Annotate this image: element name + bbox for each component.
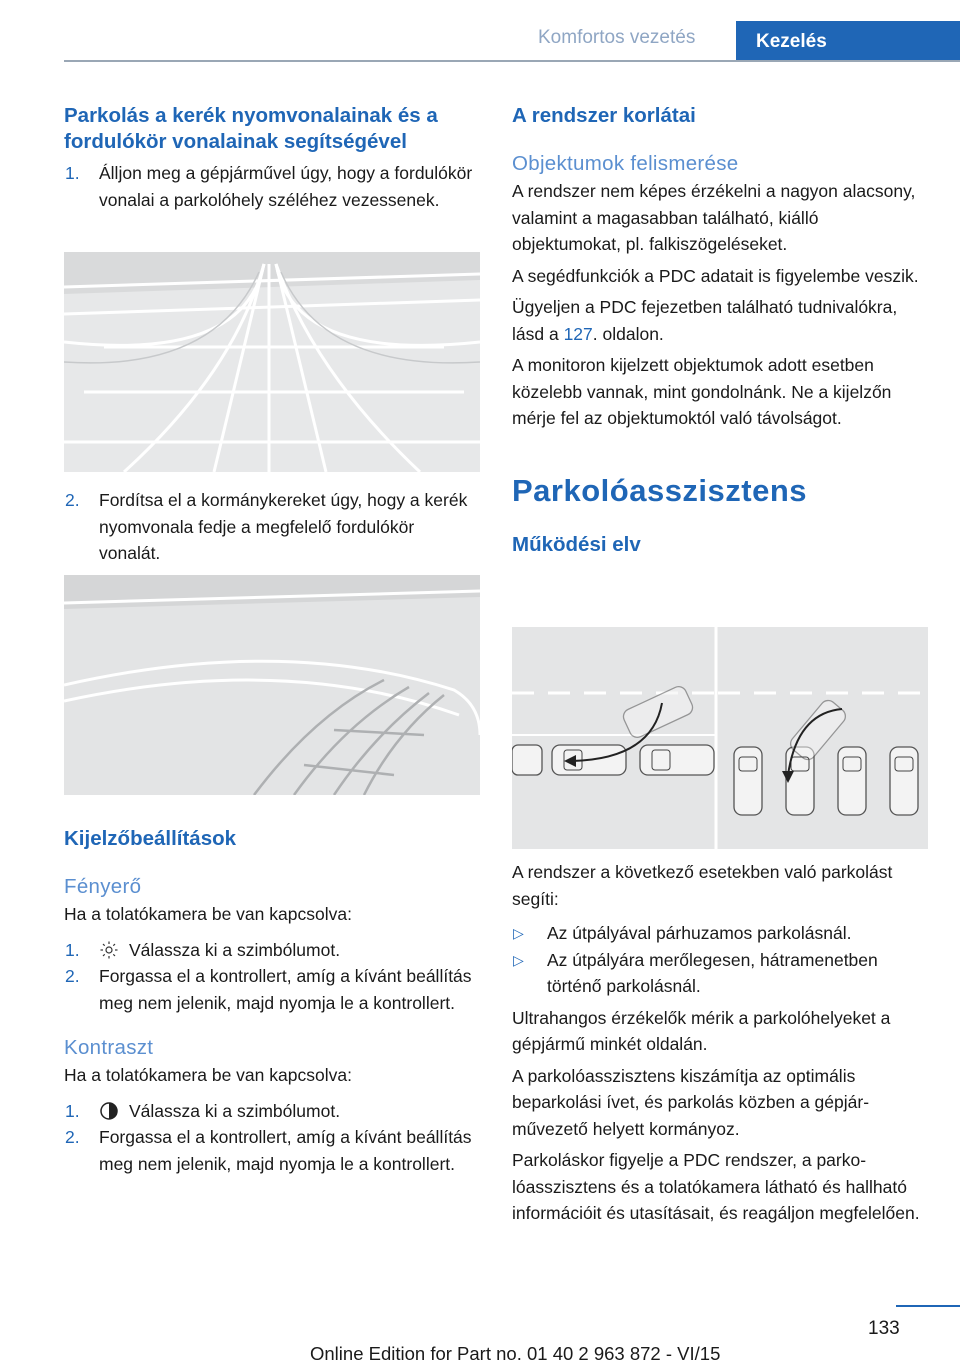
bullet-icon: ▷ <box>513 925 524 941</box>
left-column <box>64 103 480 213</box>
step-text: Forgassa el a kontrollert, amíg a kívánt beállítás meg nem jelenik, majd nyomja le a kontrollert. <box>99 1127 472 1174</box>
step-number: 2. <box>65 490 80 510</box>
list-item <box>64 963 480 1016</box>
contrast-intro: Ha a tolatókamera be van kapcsolva: <box>64 1065 352 1085</box>
step-number: 1. <box>65 163 80 183</box>
paragraph: Parkoláskor figyelje a PDC rendszer, a parkolóasszisztens és a tolatókamera látható és hallható információit és utasításait, és reagáljon megfelelően. <box>512 1150 920 1223</box>
step-number: 1. <box>65 939 80 960</box>
paragraph-text: . oldalon. <box>592 323 664 344</box>
subheading-contrast: Kontraszt <box>64 1036 154 1059</box>
header-section-title: Komfortos vezetés <box>538 27 696 48</box>
page-number: 133 <box>868 1318 900 1339</box>
step-text: Válassza ki a szimbólumot. <box>129 1100 341 1121</box>
bullet-icon: ▷ <box>513 951 524 968</box>
page-reference-link[interactable]: 127 <box>563 323 593 344</box>
step-number: 2. <box>65 966 80 986</box>
list-item <box>512 920 928 947</box>
list-item <box>64 160 480 213</box>
section-heading-system-limits: A rendszer korlátai <box>512 104 696 127</box>
step-number: 2. <box>65 1127 80 1147</box>
paragraph-text: Ügyeljen a PDC fejezetben található tudnivalókra, lásd a <box>512 297 898 344</box>
paragraph: A monitoron kijelzett objektumok adott esetben közelebb vannak, mint gondolnánk. Ne a kijelzőn mérje fel az objektumoktól való távolságot. <box>512 355 892 428</box>
page-title: Parkolóasszisztens <box>512 472 808 508</box>
parking-assistant-illustration <box>512 627 928 849</box>
left-step2 <box>64 487 480 567</box>
paragraph: A parkolóasszisztens kiszámítja az optimális beparkolási ívet, és parkolás közben a gépjárművezető helyett kormányoz. <box>512 1065 870 1139</box>
step-text: Fordítsa el a kormánykereket úgy, hogy a kerék nyomvonala fedje a megfelelő fordulókör vonalát. <box>99 490 468 563</box>
section-heading-principle: Működési elv <box>512 532 641 556</box>
list-item <box>64 487 480 567</box>
camera-lines-image-2 <box>64 575 480 795</box>
step-number: 1. <box>65 1100 80 1121</box>
right-column-lower <box>512 859 928 1227</box>
section-heading-display-settings: Kijelzőbeállítások <box>64 827 237 850</box>
paragraph: Ultrahangos érzékelők mérik a parkolóhelyeket a gépjármű minkét oldalán. <box>512 1007 891 1054</box>
sun-icon <box>99 937 119 964</box>
paragraph: A rendszer a következő esetekben való parkolást segíti: <box>512 862 893 909</box>
right-column <box>512 103 928 557</box>
list-item <box>512 947 928 1000</box>
list-item <box>64 1124 480 1177</box>
bullet-text: Az útpályára merőlegesen, hátramenetben történő parkolásnál. <box>547 949 878 996</box>
list-item <box>64 937 480 964</box>
contrast-icon <box>99 1098 119 1125</box>
brightness-intro: Ha a tolatókamera be van kapcsolva: <box>64 904 352 924</box>
subheading-brightness: Fényerő <box>64 875 142 898</box>
edition-note: Online Edition for Part no. 01 40 2 963 872 - VI/15 <box>310 1343 721 1364</box>
header-chapter-tab: Kezelés <box>736 21 960 62</box>
paragraph <box>512 294 928 347</box>
camera-lines-image-1 <box>64 252 480 472</box>
step-text: Válassza ki a szimbólumot. <box>129 939 341 960</box>
header-divider <box>64 60 960 62</box>
bullet-text: Az útpályával párhuzamos parkolásnál. <box>547 923 852 943</box>
list-item <box>64 1098 480 1125</box>
paragraph: A segédfunkciók a PDC adatait is figyelembe veszik. <box>512 265 919 286</box>
section-heading-parking-lines: Parkolás a kerék nyomvonalainak és a fordulókör vonalainak segítségével <box>64 104 438 153</box>
step-text: Álljon meg a gépjárművel úgy, hogy a fordulókör vonalai a parkolóhely széléhez vezessenek. <box>99 163 473 210</box>
footer-divider <box>896 1305 960 1307</box>
display-settings-section <box>64 826 480 1177</box>
subheading-object-detection: Objektumok felismerése <box>512 152 739 175</box>
paragraph: A rendszer nem képes érzékelni a nagyon alacsony, valamint a magasabban található, kiálló objektumokat, pl. falkiszögeléseket. <box>512 181 916 254</box>
step-text: Forgassa el a kontrollert, amíg a kívánt beállítás meg nem jelenik, majd nyomja le a kontrollert. <box>99 966 472 1013</box>
